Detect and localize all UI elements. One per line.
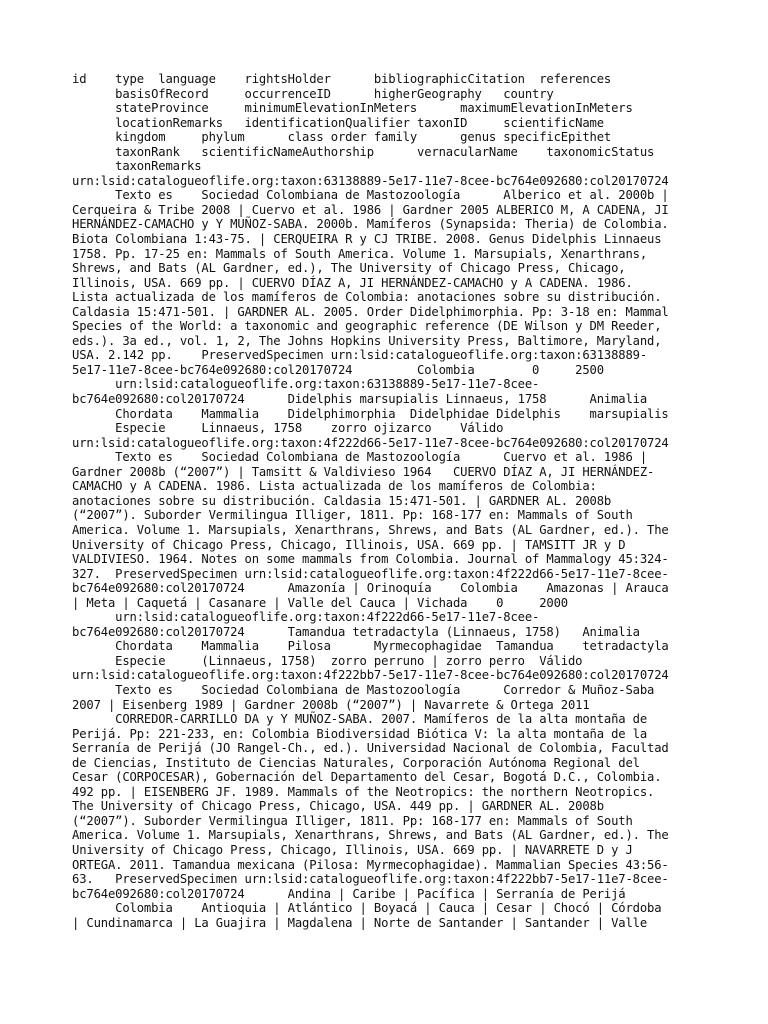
header-line: locationRemarks identificationQualifier taxonID scientificName: [72, 115, 604, 130]
record-line: University of Chicago Press, Chicago, Illinois, USA. 669 pp. | NAVARRETE D y J: [72, 842, 633, 857]
record-line: urn:lsid:catalogueoflife.org:taxon:4f222d66-5e17-11e7-8cee-bc764e092680:col20170724: [72, 435, 669, 450]
record-line: CAMACHO y A CADENA. 1986. Lista actualizada de los mamíferos de Colombia:: [72, 479, 597, 494]
record-line: Texto es Sociedad Colombiana de Mastozoología Cuervo et al. 1986 |: [72, 450, 647, 465]
record-line: Especie (Linnaeus, 1758) zorro perruno | zorro perro Válido: [72, 653, 583, 668]
record-line: bc764e092680:col20170724 Andina | Caribe | Pacífica | Serranía de Perijá: [72, 886, 626, 901]
header-line: taxonRemarks: [72, 159, 202, 174]
header-line: id type language rightsHolder bibliographicCitation references: [72, 72, 612, 86]
record-line: Texto es Sociedad Colombiana de Mastozoología Alberico et al. 2000b |: [72, 188, 669, 203]
record-line: urn:lsid:catalogueoflife.org:taxon:63138889-5e17-11e7-8cee-bc764e092680:col20170724: [72, 173, 669, 188]
header-line: stateProvince minimumElevationInMeters maximumElevationInMeters: [72, 101, 633, 116]
header-line: kingdom phylum class order family genus specificEpithet: [72, 130, 612, 145]
record-line: USA. 2.142 pp. PreservedSpecimen urn:lsid:catalogueoflife.org:taxon:63138889-: [72, 348, 647, 363]
record-line: 5e17-11e7-8cee-bc764e092680:col20170724 Colombia 0 2500: [72, 362, 604, 377]
record-line: Texto es Sociedad Colombiana de Mastozoología Corredor & Muñoz-Saba: [72, 682, 655, 697]
record-line: urn:lsid:catalogueoflife.org:taxon:4f222d66-5e17-11e7-8cee-: [72, 610, 540, 625]
record-line: Serranía de Perijá (JO Rangel-Ch., ed.). Universidad Nacional de Colombia, Facultad: [72, 741, 669, 756]
record-line: 63. PreservedSpecimen urn:lsid:catalogueoflife.org:taxon:4f222bb7-5e17-11e7-8cee-: [72, 872, 669, 887]
record-line: 1758. Pp. 17-25 en: Mammals of South America. Volume 1. Marsupials, Xenarthrans,: [72, 246, 647, 261]
record-line: bc764e092680:col20170724 Didelphis marsupialis Linnaeus, 1758 Animalia: [72, 392, 647, 407]
record-line: Illinois, USA. 669 pp. | CUERVO DÍAZ A, JI HERNÁNDEZ-CAMACHO y A CADENA. 1986.: [72, 275, 633, 290]
record-line: Species of the World: a taxonomic and geographic reference (DE Wilson y DM Reeder,: [72, 319, 662, 334]
record-line: 2007 | Eisenberg 1989 | Gardner 2008b (“2007”) | Navarrete & Ortega 2011: [72, 697, 590, 712]
record-line: Caldasia 15:471-501. | GARDNER AL. 2005. Order Didelphimorphia. Pp: 3-18 en: Mammal: [72, 304, 669, 319]
record-line: bc764e092680:col20170724 Tamandua tetradactyla (Linnaeus, 1758) Animalia: [72, 624, 640, 639]
record-line: 327. PreservedSpecimen urn:lsid:catalogueoflife.org:taxon:4f222d66-5e17-11e7-8cee-: [72, 566, 669, 581]
record-line: HERNÁNDEZ-CAMACHO y Y MUÑOZ-SABA. 2000b. Mamíferos (Synapsida: Theria) de Colombia.: [72, 217, 669, 232]
record-line: CORREDOR-CARRILLO DA y Y MUÑOZ-SABA. 2007. Mamíferos de la alta montaña de: [72, 712, 647, 727]
record-line: urn:lsid:catalogueoflife.org:taxon:4f222bb7-5e17-11e7-8cee-bc764e092680:col20170724: [72, 668, 669, 683]
record-line: Shrews, and Bats (AL Gardner, ed.), The University of Chicago Press, Chicago,: [72, 261, 626, 276]
record-line: Perijá. Pp: 221-233, en: Colombia Biodiversidad Biótica V: la alta montaña de la: [72, 726, 647, 741]
record-line: | Meta | Caquetá | Casanare | Valle del Cauca | Vichada 0 2000: [72, 595, 568, 610]
document-page: [72, 72, 702, 930]
record-line: America. Volume 1. Marsupials, Xenarthrans, Shrews, and Bats (AL Gardner, ed.). The: [72, 522, 669, 537]
record-line: Cesar (CORPOCESAR), Gobernación del Departamento del Cesar, Bogotá D.C., Colombia.: [72, 770, 662, 785]
record-line: America. Volume 1. Marsupials, Xenarthrans, Shrews, and Bats (AL Gardner, ed.). The: [72, 828, 669, 843]
record-line: anotaciones sobre su distribución. Caldasia 15:471-501. | GARDNER AL. 2008b: [72, 493, 612, 508]
record-line: urn:lsid:catalogueoflife.org:taxon:63138889-5e17-11e7-8cee-: [72, 377, 540, 392]
record-line: Colombia Antioquia | Atlántico | Boyacá | Cauca | Cesar | Chocó | Córdoba: [72, 901, 662, 916]
record-line: | Cundinamarca | La Guajira | Magdalena | Norte de Santander | Santander | Valle: [72, 915, 647, 930]
header-line: basisOfRecord occurrenceID higherGeography country: [72, 86, 554, 101]
record-line: VALDIVIESO. 1964. Notes on some mammals from Colombia. Journal of Mammalogy 45:324-: [72, 552, 669, 567]
record-line: Lista actualizada de los mamíferos de Colombia: anotaciones sobre su distribución.: [72, 290, 662, 305]
header-line: taxonRank scientificNameAuthorship vernacularName taxonomicStatus: [72, 144, 655, 159]
record-line: bc764e092680:col20170724 Amazonía | Orinoquía Colombia Amazonas | Arauca: [72, 581, 669, 596]
record-line: Gardner 2008b (“2007”) | Tamsitt & Valdivieso 1964 CUERVO DÍAZ A, JI HERNÁNDEZ-: [72, 464, 655, 479]
record-line: de Ciencias, Instituto de Ciencias Naturales, Corporación Autónoma Regional del: [72, 755, 640, 770]
record-line: (“2007”). Suborder Vermilingua Illiger, 1811. Pp: 168-177 en: Mammals of South: [72, 813, 633, 828]
record-line: eds.). 3a ed., vol. 1, 2, The Johns Hopkins University Press, Baltimore, Maryland,: [72, 333, 662, 348]
record-line: Chordata Mammalia Pilosa Myrmecophagidae Tamandua tetradactyla: [72, 639, 669, 654]
record-line: The University of Chicago Press, Chicago, USA. 449 pp. | GARDNER AL. 2008b: [72, 799, 604, 814]
record-line: (“2007”). Suborder Vermilingua Illiger, 1811. Pp: 168-177 en: Mammals of South: [72, 508, 633, 523]
record-line: Cerqueira & Tribe 2008 | Cuervo et al. 1986 | Gardner 2005 ALBERICO M, A CADENA, JI: [72, 202, 669, 217]
record-line: Especie Linnaeus, 1758 zorro ojizarco Válido: [72, 421, 504, 436]
record-line: University of Chicago Press, Chicago, Illinois, USA. 669 pp. | TAMSITT JR y D: [72, 537, 626, 552]
record-line: 492 pp. | EISENBERG JF. 1989. Mammals of the Neotropics: the northern Neotropics.: [72, 784, 655, 799]
record-line: Biota Colombiana 1:43-75. | CERQUEIRA R y CJ TRIBE. 2008. Genus Didelphis Linnaeus: [72, 232, 662, 247]
record-line: ORTEGA. 2011. Tamandua mexicana (Pilosa: Myrmecophagidae). Mammalian Species 43:56-: [72, 857, 669, 872]
record-line: Chordata Mammalia Didelphimorphia Didelphidae Didelphis marsupialis: [72, 406, 669, 421]
